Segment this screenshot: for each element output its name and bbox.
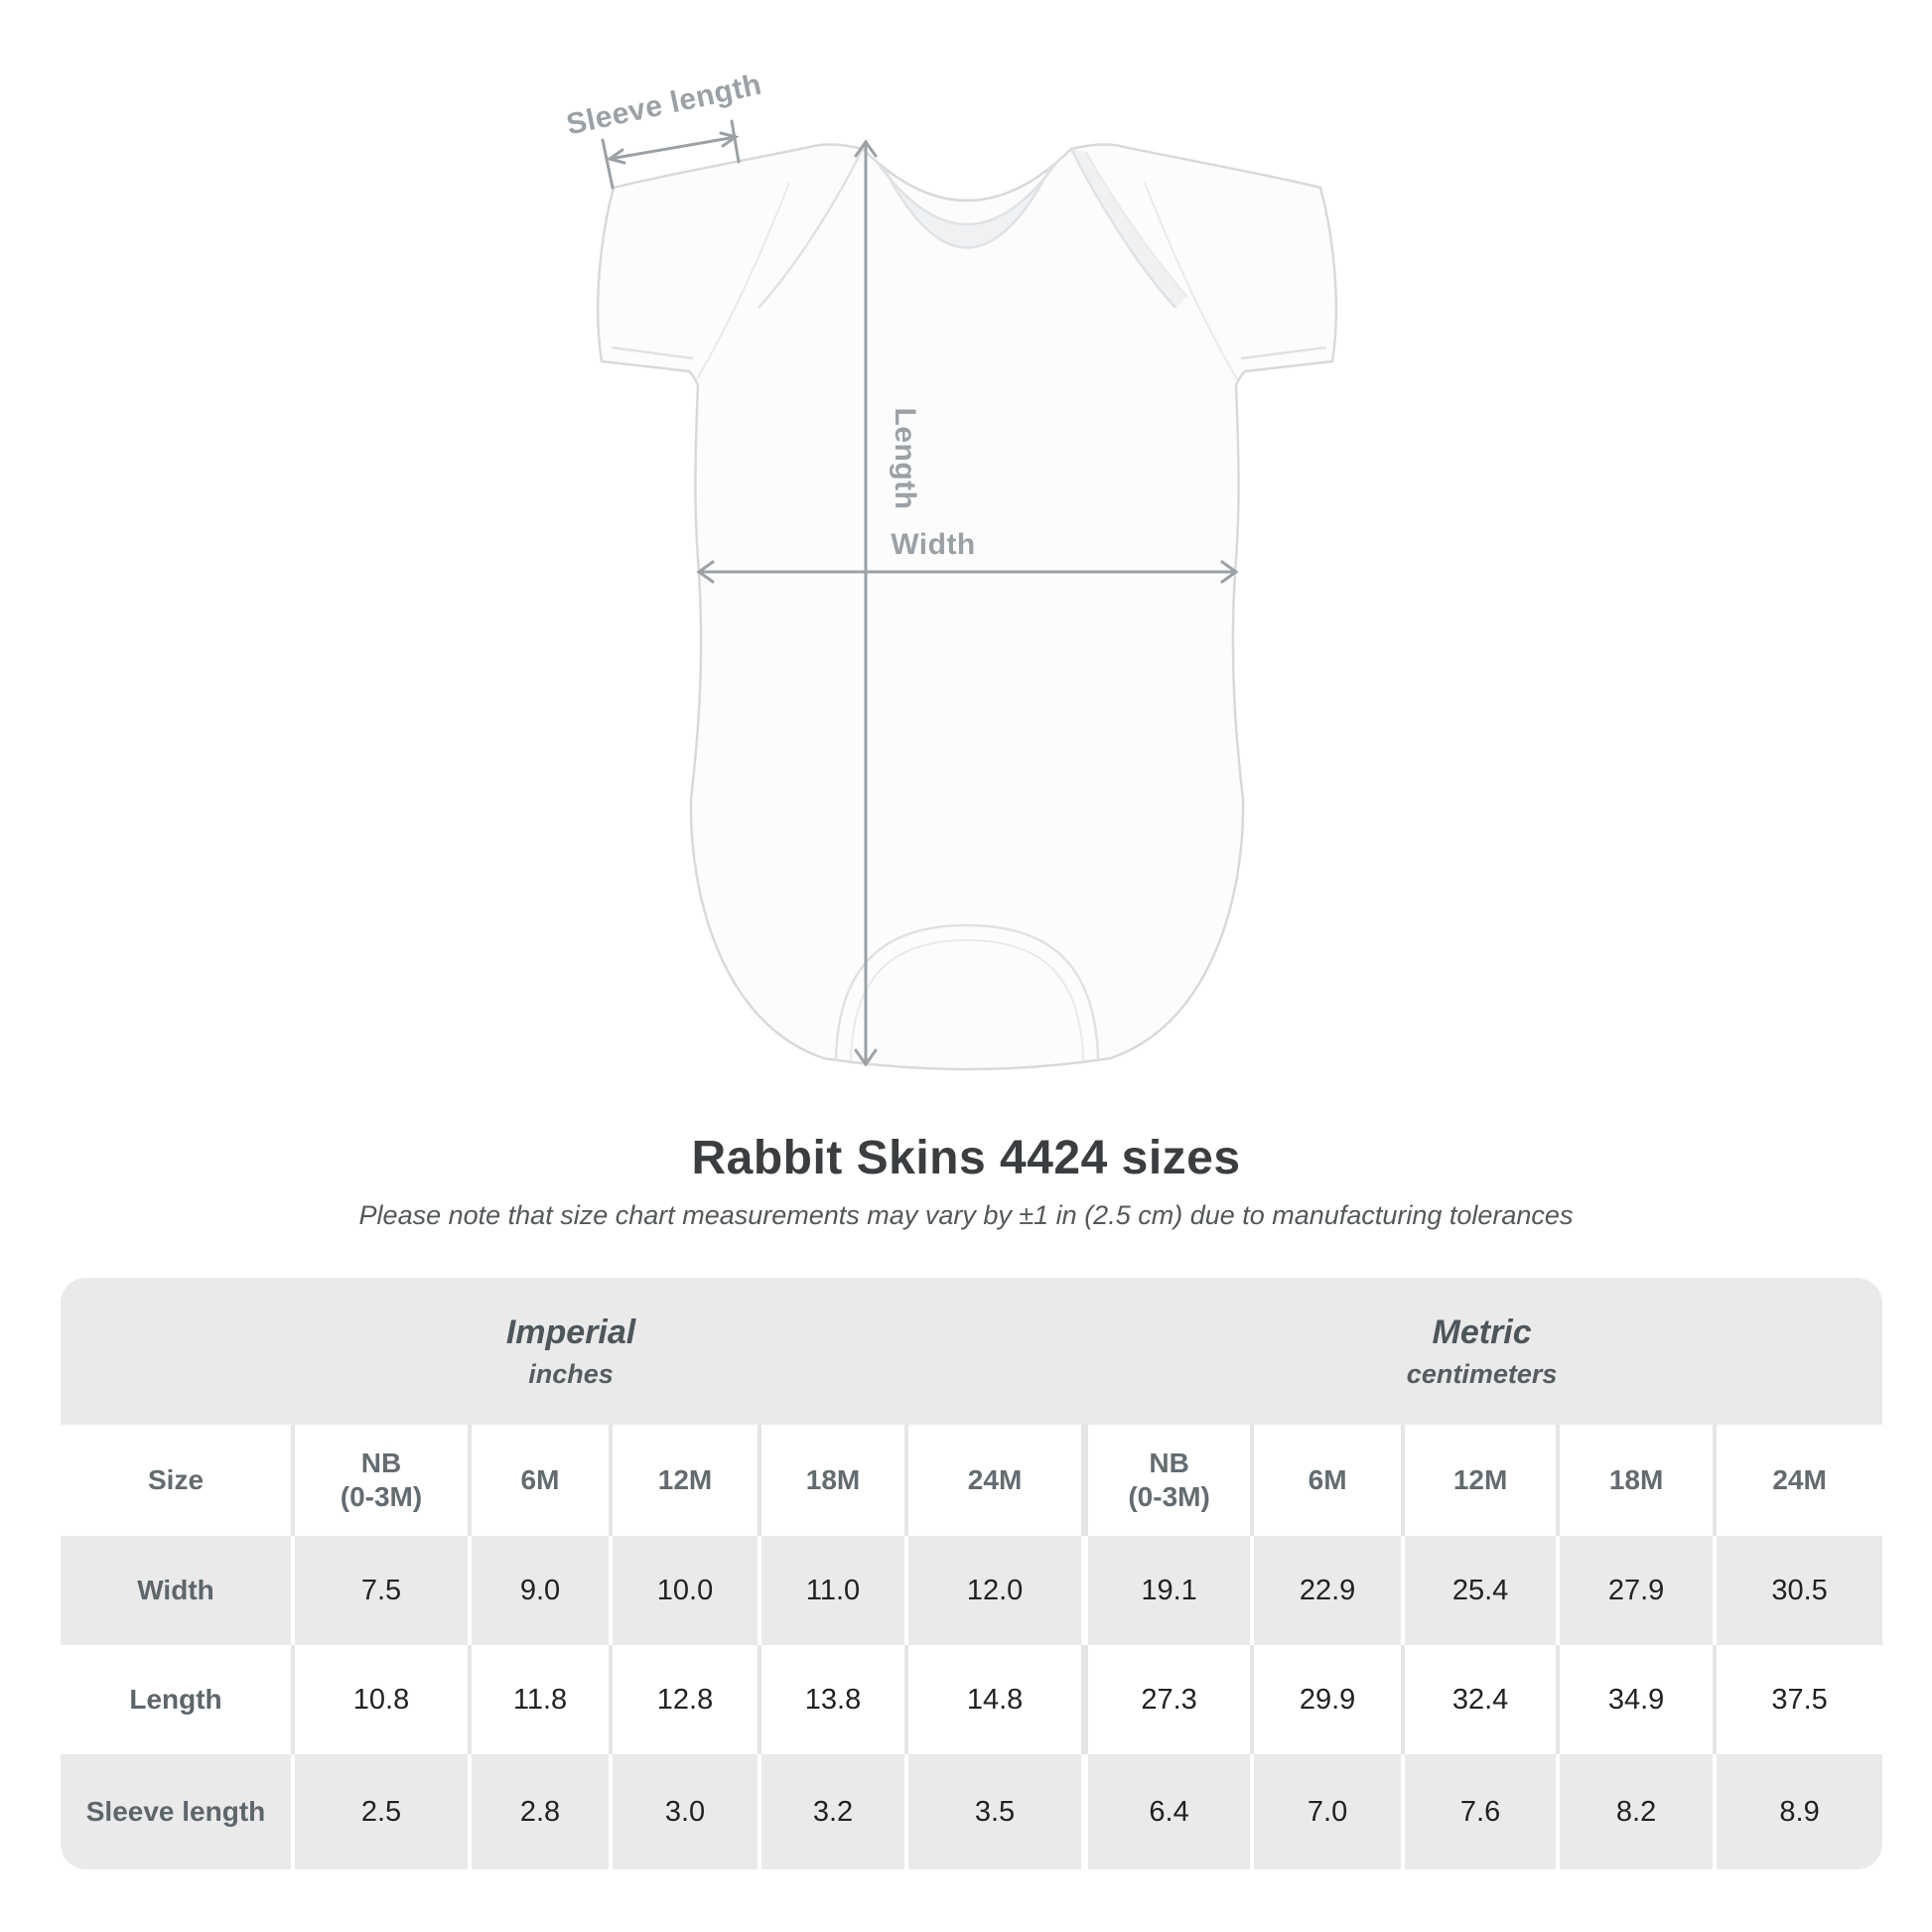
size-table xyxy=(61,1278,1882,1869)
value-cell: 8.9 xyxy=(1713,1754,1882,1869)
imperial-unit-label: inches xyxy=(528,1359,614,1389)
page-title: Rabbit Skins 4424 sizes xyxy=(691,1132,1241,1184)
value-cell: 7.5 xyxy=(291,1536,468,1645)
value-cell: 3.2 xyxy=(758,1754,904,1869)
value-cell: 3.5 xyxy=(904,1754,1081,1869)
value-cell: 2.5 xyxy=(291,1754,468,1869)
value-cell: 8.2 xyxy=(1556,1754,1713,1869)
column-header-nb-metric xyxy=(1081,1425,1250,1536)
sleeve-tick-right xyxy=(732,121,739,162)
table-row-length xyxy=(61,1645,1882,1754)
column-header-6m-imperial: 6M xyxy=(468,1425,609,1536)
width-label: Width xyxy=(891,528,976,561)
value-cell: 27.9 xyxy=(1556,1536,1713,1645)
value-cell: 12.0 xyxy=(904,1536,1081,1645)
length-label: Length xyxy=(889,407,921,510)
value-cell: 27.3 xyxy=(1081,1645,1250,1754)
metric-unit-label: centimeters xyxy=(1406,1359,1558,1389)
onesie-illustration xyxy=(544,52,1394,1094)
value-cell: 6.4 xyxy=(1081,1754,1250,1869)
column-header-12m-metric: 12M xyxy=(1401,1425,1556,1536)
value-cell: 2.8 xyxy=(468,1754,609,1869)
value-cell: 14.8 xyxy=(904,1645,1081,1754)
column-header-row xyxy=(61,1425,1882,1536)
row-label: Sleeve length xyxy=(61,1754,291,1869)
sleeve-arrow-line xyxy=(610,137,736,159)
value-cell: 34.9 xyxy=(1556,1645,1713,1754)
value-cell: 9.0 xyxy=(468,1536,609,1645)
table-row-sleeve-length xyxy=(61,1754,1882,1869)
garment xyxy=(598,145,1336,1069)
column-header-label: NB xyxy=(1149,1448,1189,1478)
row-label: Length xyxy=(61,1645,291,1754)
column-header-24m-imperial: 24M xyxy=(904,1425,1081,1536)
value-cell: 7.6 xyxy=(1401,1754,1556,1869)
column-header-24m-metric: 24M xyxy=(1713,1425,1882,1536)
column-header-6m-metric: 6M xyxy=(1250,1425,1401,1536)
value-cell: 12.8 xyxy=(609,1645,758,1754)
column-header-nb-imperial xyxy=(291,1425,468,1536)
column-header-18m-imperial: 18M xyxy=(758,1425,904,1536)
section-header-row xyxy=(61,1278,1882,1425)
value-cell: 13.8 xyxy=(758,1645,904,1754)
imperial-label: Imperial xyxy=(505,1313,636,1351)
value-cell: 3.0 xyxy=(609,1754,758,1869)
value-cell: 10.8 xyxy=(291,1645,468,1754)
column-header-label: NB xyxy=(360,1448,402,1478)
column-header-12m-imperial: 12M xyxy=(609,1425,758,1536)
size-table-grid xyxy=(61,1278,1882,1869)
column-header-sub: (0-3M) xyxy=(340,1481,423,1512)
table-row-width xyxy=(61,1536,1882,1645)
value-cell: 19.1 xyxy=(1081,1536,1250,1645)
metric-label: Metric xyxy=(1432,1313,1532,1351)
value-cell: 11.8 xyxy=(468,1645,609,1754)
value-cell: 37.5 xyxy=(1713,1645,1882,1754)
page-subtitle: Please note that size chart measurements may vary by ±1 in (2.5 cm) due to manufacturing tolerances xyxy=(358,1200,1574,1230)
row-label: Width xyxy=(61,1536,291,1645)
size-column-header: Size xyxy=(61,1425,291,1536)
value-cell: 30.5 xyxy=(1713,1536,1882,1645)
sleeve-length-label: Sleeve length xyxy=(563,68,765,142)
value-cell: 7.0 xyxy=(1250,1754,1401,1869)
section-header-imperial xyxy=(61,1278,1081,1425)
value-cell: 25.4 xyxy=(1401,1536,1556,1645)
section-header-metric xyxy=(1081,1278,1882,1425)
column-header-sub: (0-3M) xyxy=(1128,1481,1210,1512)
value-cell: 32.4 xyxy=(1401,1645,1556,1754)
value-cell: 29.9 xyxy=(1250,1645,1401,1754)
value-cell: 10.0 xyxy=(609,1536,758,1645)
value-cell: 11.0 xyxy=(758,1536,904,1645)
onesie-body-shape xyxy=(598,145,1336,1069)
column-header-18m-metric: 18M xyxy=(1556,1425,1713,1536)
sleeve-tick-left xyxy=(603,140,613,188)
value-cell: 22.9 xyxy=(1250,1536,1401,1645)
